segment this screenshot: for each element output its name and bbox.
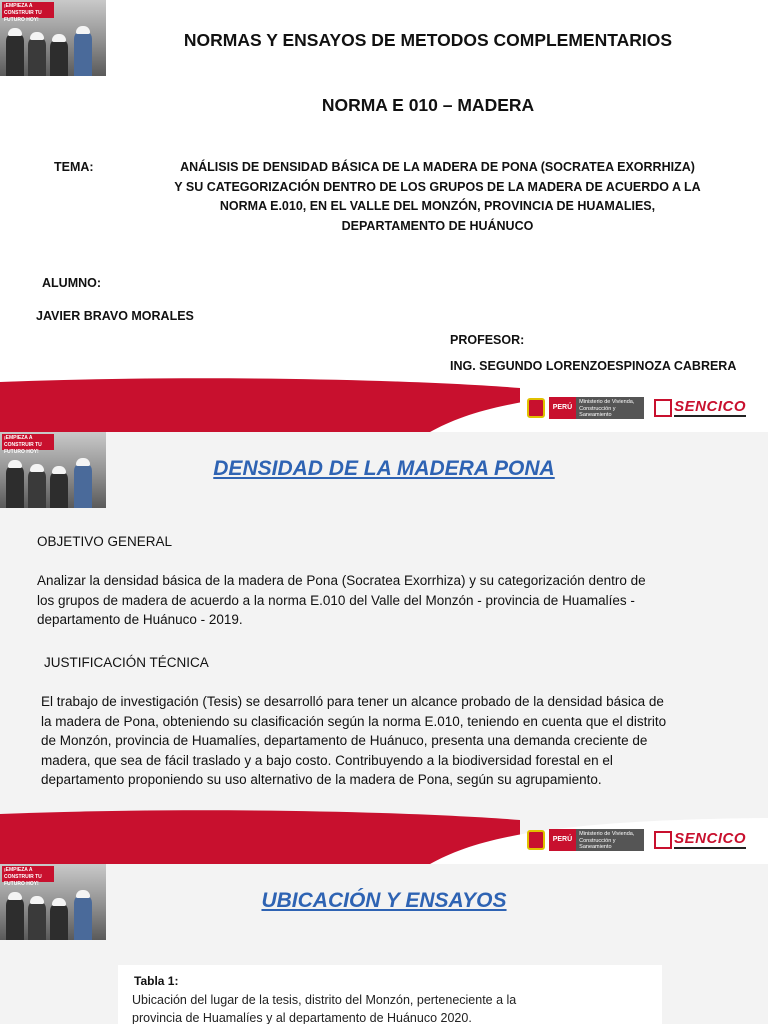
justificacion-heading: JUSTIFICACIÓN TÉCNICA bbox=[44, 655, 209, 670]
header-title: NORMAS Y ENSAYOS DE METODOS COMPLEMENTARIOS bbox=[183, 30, 673, 50]
norma-title: NORMA E 010 – MADERA bbox=[321, 95, 535, 115]
table-caption-line: Ubicación del lugar de la tesis, distrito del Monzón, perteneciente a la bbox=[132, 993, 517, 1007]
helmet-icon bbox=[30, 32, 44, 40]
table-label: Tabla 1: bbox=[134, 974, 179, 988]
table-caption-card bbox=[118, 965, 662, 1024]
justificacion-line: madera, que sea de fácil traslado y a bajo costo. Contribuyendo a la biodiversidad forestal en el bbox=[41, 752, 613, 768]
ministerio-label: Ministerio de Vivienda, Construcción y Saneamiento bbox=[576, 397, 644, 419]
slide-ubicacion bbox=[0, 864, 768, 1024]
objetivo-line: departamento de Huánuco - 2019. bbox=[37, 612, 243, 627]
sencico-label: SENCICO bbox=[674, 830, 746, 847]
alumno-name: JAVIER BRAVO MORALES bbox=[36, 309, 194, 323]
sencico-logo bbox=[654, 829, 746, 851]
profesor-name: ING. SEGUNDO LORENZOESPINOZA CABRERA bbox=[450, 359, 737, 373]
sencico-label: SENCICO bbox=[674, 398, 746, 415]
peru-label: PERÚ bbox=[549, 829, 576, 851]
alumno-label: ALUMNO: bbox=[42, 276, 102, 290]
peru-label: PERÚ bbox=[549, 397, 576, 419]
slide-title: DENSIDAD DE LA MADERA PONA bbox=[213, 457, 555, 480]
slide-title: UBICACIÓN Y ENSAYOS bbox=[261, 889, 507, 912]
helmet-icon bbox=[52, 34, 66, 42]
photo-banner: ¡EMPIEZA A CONSTRUIR TU FUTURO HOY! bbox=[2, 434, 54, 450]
ministerio-logo bbox=[527, 829, 644, 851]
profesor-label: PROFESOR: bbox=[450, 333, 525, 347]
tema-line: DEPARTAMENTO DE HUÁNUCO bbox=[341, 218, 534, 233]
photo-banner: ¡EMPIEZA A CONSTRUIR TU FUTURO HOY! bbox=[2, 2, 54, 18]
ministerio-logo bbox=[527, 397, 644, 419]
tema-label: TEMA: bbox=[54, 160, 94, 174]
sencico-logo bbox=[654, 397, 746, 419]
slide-title bbox=[0, 0, 768, 432]
worker-figure bbox=[50, 38, 68, 76]
tema-text bbox=[150, 158, 725, 236]
worker-figure bbox=[74, 30, 92, 76]
footer-logos bbox=[527, 828, 746, 852]
objetivo-line: Analizar la densidad básica de la madera de Pona (Socratea Exorrhiza) y su categorización dentro de bbox=[37, 573, 646, 588]
sencico-cross-icon bbox=[654, 399, 672, 417]
peru-shield-icon bbox=[527, 398, 545, 418]
justificacion-line: de Monzón, provincia de Huamalíes, departamento de Huánuco, presenta una demanda creciente de bbox=[41, 733, 648, 748]
footer-logos bbox=[527, 396, 746, 420]
justificacion-line: departamento proponiendo su uso alternativo de la madera de Pona, según su agrupamiento. bbox=[41, 772, 602, 787]
justificacion-line: la madera de Pona, obteniendo su clasificación según la norma E.010, teniendo en cuenta que el distrito bbox=[41, 713, 667, 729]
tema-line: NORMA E.010, EN EL VALLE DEL MONZÓN, PROVINCIA DE HUAMALIES, bbox=[219, 199, 656, 213]
objetivo-paragraph bbox=[37, 571, 727, 630]
worker-figure bbox=[28, 36, 46, 76]
justificacion-paragraph bbox=[41, 692, 731, 790]
objetivo-heading: OBJETIVO GENERAL bbox=[37, 534, 173, 549]
helmet-icon bbox=[8, 28, 22, 36]
tema-line: ANÁLISIS DE DENSIDAD BÁSICA DE LA MADERA DE PONA (SOCRATEA EXORRHIZA) bbox=[180, 160, 695, 174]
sencico-cross-icon bbox=[654, 831, 672, 849]
slide-densidad bbox=[0, 432, 768, 864]
tema-line: Y SU CATEGORIZACIÓN DENTRO DE LOS GRUPOS DE LA MADERA DE ACUERDO A LA bbox=[174, 179, 701, 194]
photo-banner: ¡EMPIEZA A CONSTRUIR TU FUTURO HOY! bbox=[2, 866, 54, 882]
justificacion-line: El trabajo de investigación (Tesis) se desarrolló para tener un alcance probado de la densidad básica de bbox=[41, 694, 664, 709]
table-caption-line: provincia de Huamalíes y al departamento de Huánuco 2020. bbox=[132, 1011, 472, 1024]
objetivo-line: los grupos de madera de acuerdo a la norma E.010 del Valle del Monzón - provincia de Huamalíes - bbox=[37, 592, 635, 608]
workers-photo bbox=[0, 0, 106, 76]
table-caption bbox=[132, 991, 652, 1024]
peru-shield-icon bbox=[527, 830, 545, 850]
worker-figure bbox=[6, 32, 24, 76]
ministerio-label: Ministerio de Vivienda, Construcción y Saneamiento bbox=[576, 829, 644, 851]
helmet-icon bbox=[76, 26, 90, 34]
